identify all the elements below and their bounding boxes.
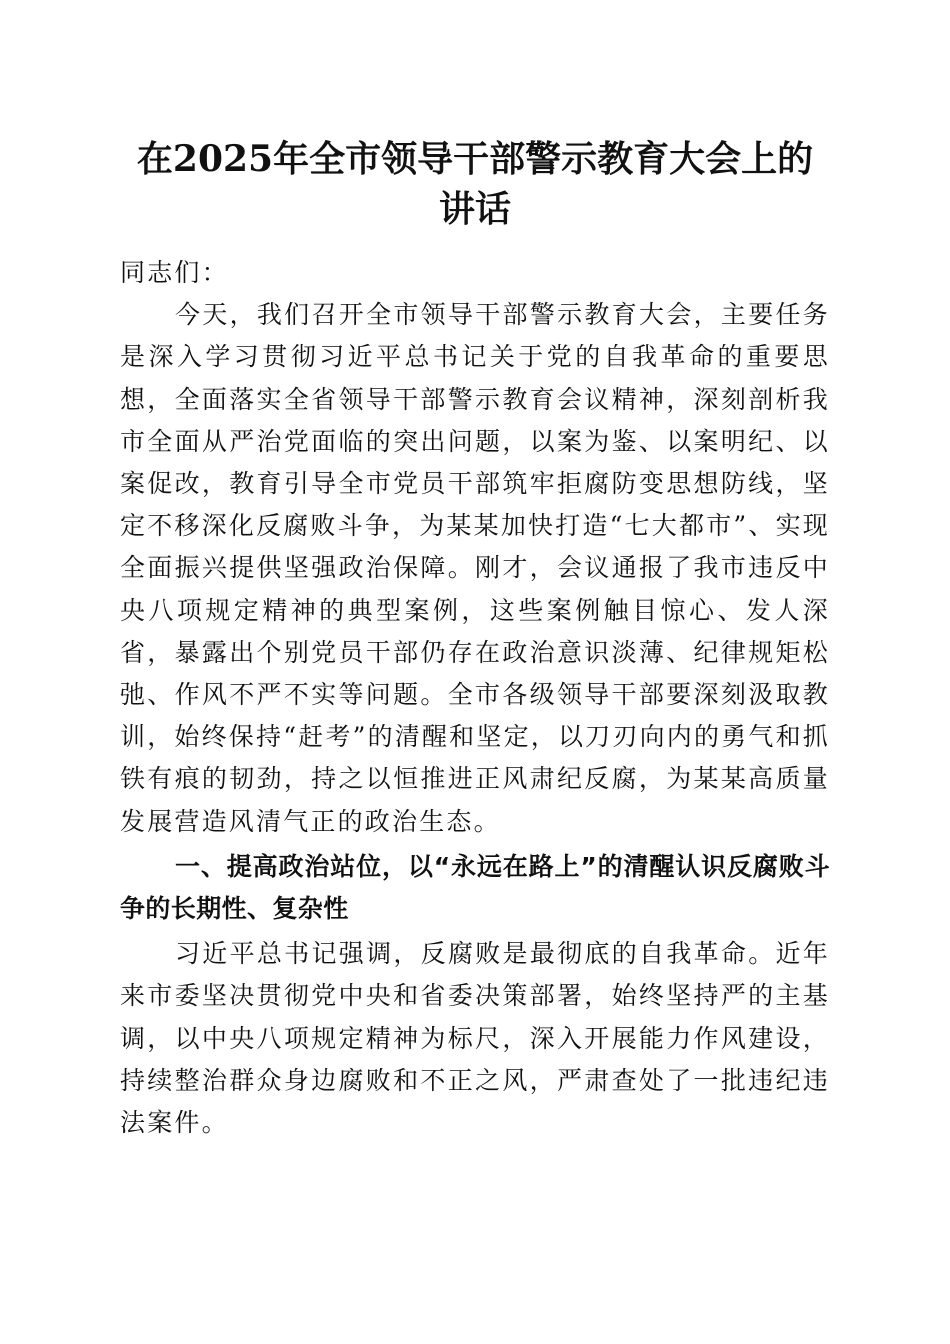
paragraph-opening: 今天，我们召开全市领导干部警示教育大会，主要任务是深入学习贯彻习近平总书记关于党的自我革命的重要思想，全面落实全省领导干部警示教育会议精神，深刻剖析我市全面从严治党面临的突出问题，以案为鉴、以案明纪、以案促改，教育引导全市党员干部筑牢拒腐防变思想防线，坚定不移深化反腐败斗争，为某某加快打造“七大都市”、实现全面振兴提供坚强政治保障。刚才，会议通报了我市违反中央八项规定精神的典型案例，这些案例触目惊心、发人深省，暴露出个别党员干部仍存在政治意识淡薄、纪律规矩松弛、作风不严不实等问题。全市各级领导干部要深刻汲取教训，始终保持“赶考”的清醒和坚定，以刀刃向内的勇气和抓铁有痕的韧劲，持之以恒推进正风肃纪反腐，为某某高质量发展营造风清气正的政治生态。 bbox=[120, 300, 830, 836]
salutation: 同志们： bbox=[120, 258, 229, 287]
section-heading-1: 一、提高政治站位，以“永远在路上”的清醒认识反腐败斗争的长期性、复杂性 bbox=[120, 851, 830, 924]
document-title: 在2025年全市领导干部警示教育大会上的讲话 bbox=[136, 138, 814, 230]
paragraph-section-1: 习近平总书记强调，反腐败是最彻底的自我革命。近年来市委坚决贯彻党中央和省委决策部署，始终坚持严的主基调，以中央八项规定精神为标尺，深入开展能力作风建设，持续整治群众身边腐败和不正之风，严肃查处了一批违纪违法案件。 bbox=[120, 939, 830, 1138]
document-body bbox=[120, 252, 830, 1144]
